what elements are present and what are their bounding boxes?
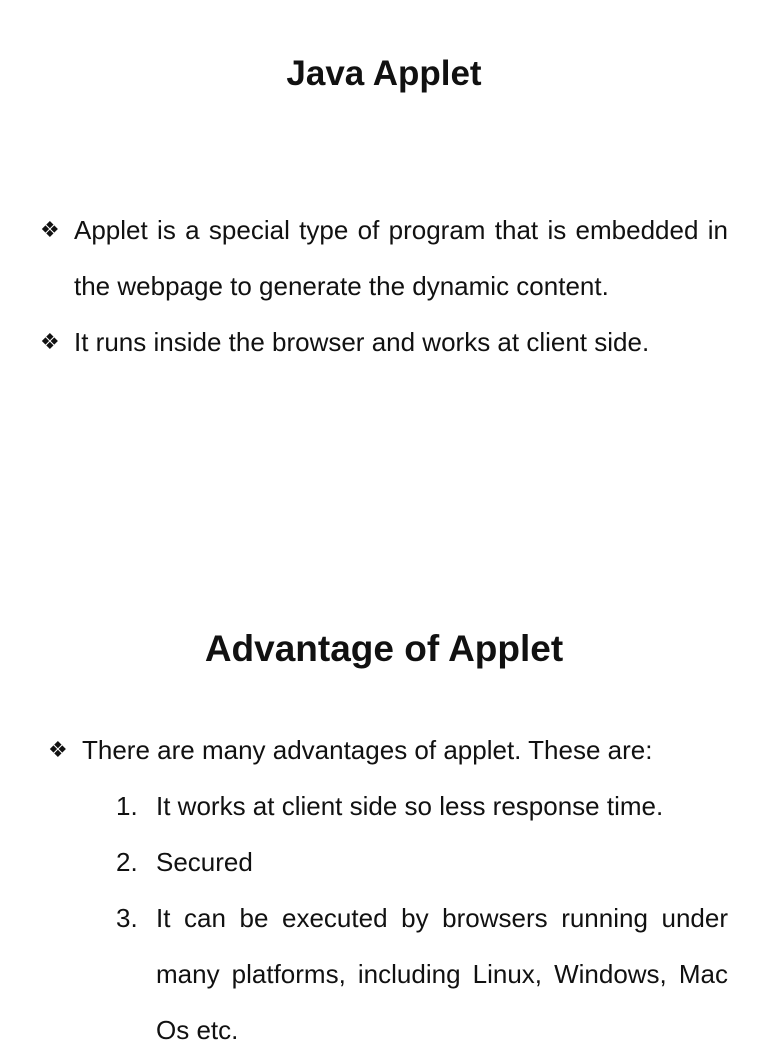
item-text: It works at client side so less response time. bbox=[156, 791, 664, 821]
item-number: 3. bbox=[116, 903, 138, 933]
diamond-bullet-icon: ❖ bbox=[40, 217, 60, 242]
bullet-text: Applet is a special type of program that is embedded in the webpage to generate the dynamic content. bbox=[74, 215, 728, 301]
list-item bbox=[0, 202, 728, 314]
item-text: It can be executed by browsers running under many platforms, including Linux, Windows, Mac Os etc. bbox=[156, 903, 728, 1045]
intro-bullet-list bbox=[0, 202, 768, 370]
list-item bbox=[0, 722, 728, 778]
item-text: Secured bbox=[156, 847, 253, 877]
item-number: 2. bbox=[116, 847, 138, 877]
bullet-text: There are many advantages of applet. These are: bbox=[82, 735, 653, 765]
bullet-text: It runs inside the browser and works at client side. bbox=[74, 327, 650, 357]
numbered-item bbox=[0, 778, 728, 834]
advantages-bullet-list bbox=[0, 722, 768, 778]
diamond-bullet-icon: ❖ bbox=[40, 329, 60, 354]
diamond-bullet-icon: ❖ bbox=[48, 737, 68, 762]
numbered-item bbox=[0, 834, 728, 890]
item-number: 1. bbox=[116, 791, 138, 821]
numbered-item bbox=[0, 890, 728, 1058]
page-title: Java Applet bbox=[286, 54, 482, 93]
section-heading: Advantage of Applet bbox=[204, 628, 564, 669]
list-item bbox=[0, 314, 728, 370]
advantages-numbered-list bbox=[0, 778, 768, 1058]
